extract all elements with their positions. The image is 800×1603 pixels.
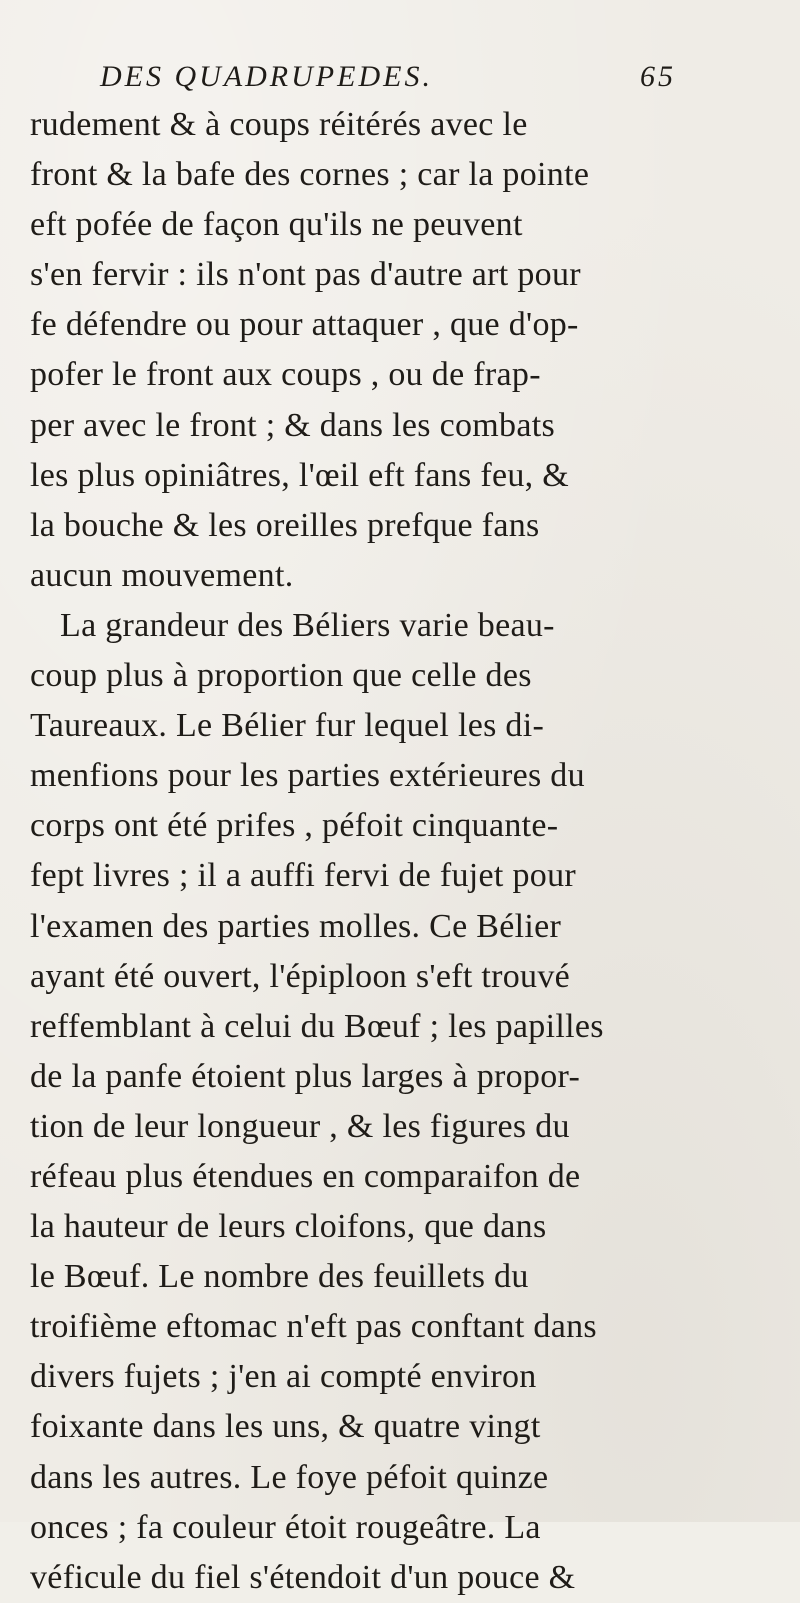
text-line: ayant été ouvert, l'épiploon s'eft trouvé — [30, 957, 571, 995]
text-line: reffemblant à celui du Bœuf ; les papilles — [30, 1007, 604, 1045]
paragraph-start-line: La grandeur des Béliers varie beau- — [60, 606, 555, 644]
text-line: de la panfe étoient plus larges à propor- — [30, 1057, 581, 1095]
running-title: DES QUADRUPEDES. — [100, 60, 433, 93]
text-line: fept livres ; il a auffi fervi de fujet pour — [30, 857, 576, 895]
text-line: le Bœuf. Le nombre des feuillets du — [30, 1258, 529, 1296]
text-line: fe défendre ou pour attaquer , que d'op- — [30, 306, 579, 344]
text-line: rudement & à coups réitérés avec le — [30, 106, 528, 143]
text-line: tion de leur longueur , & les figures du — [30, 1107, 570, 1145]
text-line: coup plus à proportion que celle des — [30, 657, 532, 695]
text-line: la bouche & les oreilles prefque fans — [30, 506, 540, 544]
text-line: Taureaux. Le Bélier fur lequel les di- — [30, 707, 545, 745]
running-head — [100, 60, 700, 100]
page-number: 65 — [640, 60, 676, 93]
text-line: s'en fervir : ils n'ont pas d'autre art pour — [30, 256, 581, 294]
text-line: front & la bafe des cornes ; car la pointe — [30, 156, 590, 194]
text-line: corps ont été prifes , péfoit cinquante- — [30, 807, 559, 845]
text-line: réfeau plus étendues en comparaifon de — [30, 1157, 581, 1195]
text-line: les plus opiniâtres, l'œil eft fans feu, & — [30, 456, 570, 494]
text-line: troifième eftomac n'eft pas conftant dans — [30, 1308, 597, 1346]
text-line: onces ; fa couleur étoit rougeâtre. La — [30, 1508, 541, 1546]
text-line: véficule du fiel s'étendoit d'un pouce & — [30, 1558, 576, 1596]
text-line: aucun mouvement. — [30, 556, 294, 594]
text-line: pofer le front aux coups , ou de frap- — [30, 356, 541, 394]
text-line: divers fujets ; j'en ai compté environ — [30, 1358, 537, 1396]
body-text — [30, 100, 780, 1603]
text-line: menfions pour les parties extérieures du — [30, 757, 585, 795]
text-line: la hauteur de leurs cloifons, que dans — [30, 1208, 547, 1246]
text-line: per avec le front ; & dans les combats — [30, 406, 556, 444]
text-line: foixante dans les uns, & quatre vingt — [30, 1408, 541, 1446]
text-line: dans les autres. Le foye péfoit quinze — [30, 1458, 549, 1496]
text-line: l'examen des parties molles. Ce Bélier — [30, 907, 562, 945]
text-line: eft pofée de façon qu'ils ne peuvent — [30, 206, 523, 244]
